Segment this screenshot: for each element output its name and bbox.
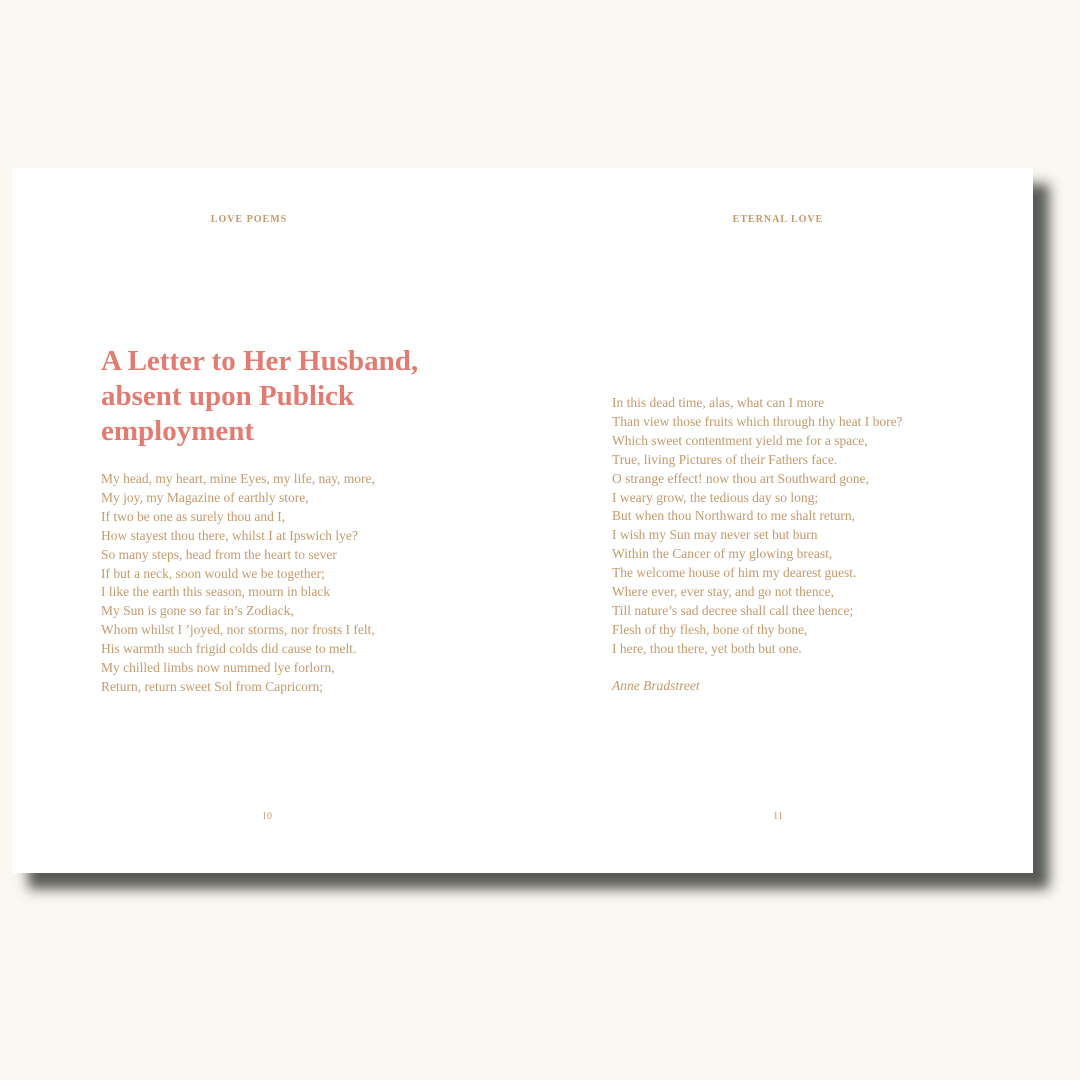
verse-line: I weary grow, the tedious day so long; bbox=[612, 489, 819, 505]
verse-line: Where ever, ever stay, and go not thence, bbox=[612, 584, 834, 600]
verse-line: My head, my heart, mine Eyes, my life, nay, more, bbox=[101, 471, 375, 486]
left-page bbox=[12, 168, 522, 873]
verse-line: Within the Cancer of my glowing breast, bbox=[612, 546, 833, 562]
verse-line: If but a neck, soon would we be together; bbox=[101, 565, 325, 581]
verse-line: If two be one as surely thou and I, bbox=[101, 508, 286, 524]
verse-line: Flesh of thy flesh, bone of thy bone, bbox=[612, 621, 808, 637]
book-spread bbox=[12, 168, 1033, 873]
verse-line: Than view those fruits which through thy heat I bore? bbox=[612, 413, 903, 429]
verse-left bbox=[101, 470, 375, 697]
poem-title bbox=[101, 344, 481, 449]
title-line: employment bbox=[101, 415, 255, 447]
right-page bbox=[523, 168, 1033, 873]
verse-line: My Sun is gone so far in’s Zodiack, bbox=[101, 603, 294, 619]
running-head-right: ETERNAL LOVE bbox=[732, 214, 824, 225]
running-head-left: LOVE POEMS bbox=[210, 214, 288, 225]
verse-line: In this dead time, alas, what can I more bbox=[612, 395, 825, 410]
verse-line: I here, thou there, yet both but one. bbox=[612, 640, 802, 656]
verse-line: Which sweet contentment yield me for a space, bbox=[612, 432, 868, 448]
verse-line: O strange effect! now thou art Southward gone, bbox=[612, 470, 869, 486]
author-signature: Anne Bradstreet bbox=[612, 678, 700, 693]
verse-line: His warmth such frigid colds did cause to melt. bbox=[101, 641, 357, 657]
verse-line: Whom whilst I ’joyed, nor storms, nor frosts I felt, bbox=[101, 622, 375, 638]
verse-line: So many steps, head from the heart to sever bbox=[101, 546, 337, 562]
verse-line: But when thou Northward to me shalt return, bbox=[612, 508, 855, 524]
verse-line: The welcome house of him my dearest guest. bbox=[612, 565, 857, 581]
verse-line: Return, return sweet Sol from Capricorn; bbox=[101, 678, 323, 694]
title-line: absent upon Publick bbox=[101, 380, 355, 412]
page-number-right: 11 bbox=[773, 811, 783, 822]
verse-line: True, living Pictures of their Fathers face. bbox=[612, 451, 838, 467]
title-line: A Letter to Her Husband, bbox=[101, 345, 419, 377]
verse-line: My joy, my Magazine of earthly store, bbox=[101, 489, 309, 505]
verse-line: My chilled limbs now nummed lye forlorn, bbox=[101, 660, 335, 676]
verse-line: I like the earth this season, mourn in black bbox=[101, 584, 331, 600]
verse-line: How stayest thou there, whilst I at Ipswich lye? bbox=[101, 527, 358, 543]
verse-line: I wish my Sun may never set but burn bbox=[612, 527, 818, 543]
verse-line: Till nature’s sad decree shall call thee hence; bbox=[612, 602, 854, 618]
verse-right bbox=[612, 394, 903, 659]
page-number-left: 10 bbox=[262, 811, 272, 822]
